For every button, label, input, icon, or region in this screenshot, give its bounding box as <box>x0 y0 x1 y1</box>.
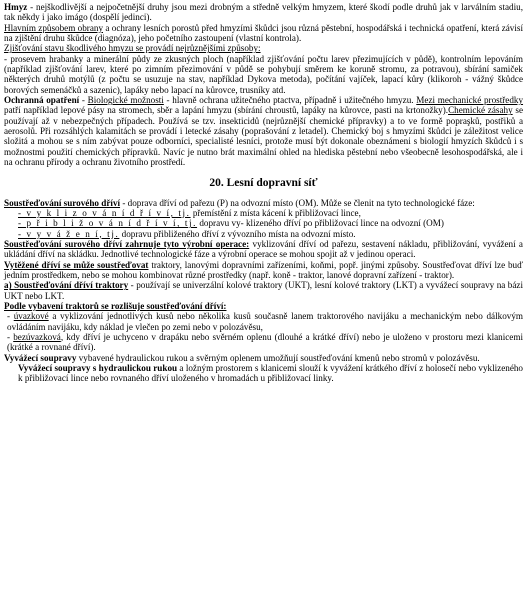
paragraph-podle <box>4 301 523 311</box>
phase-vyvazeni <box>4 229 523 239</box>
term-vytezene: Vytěžené dříví se může soustřeďovat <box>4 259 149 270</box>
section-heading: 20. Lesní dopravní síť <box>209 176 318 189</box>
text-uvazkove: a vyklizování jednotlivých kusů nebo několika kusů současně lanem traktorového navijáku a mechanickým nebo dálkovým ovládáním navijáku, kdy náklad je vlečen po zemi nebo v polozávěsu, <box>7 311 523 332</box>
term-vyvazeci: Vyvážecí soupravy <box>4 352 77 363</box>
term-phase3: - v y v á ž e n í, tj. <box>18 228 120 239</box>
text-phase3: dopravu přibliženého dříví z vývozního místa na odvozní místo. <box>119 228 356 239</box>
phase-priblizovani <box>4 218 523 228</box>
text-zjistovani-list: - prosevem hrabanky a minerální půdy ze zkusných ploch (například zjišťování počtu larev přezimujících v půdě), kontrolním lepováním (například zjišťování larev, které po zimním přezimování v půdě se pohybují směrem ke koruně stromu, za potravou), sbírání samiček některých druhů motýlů (z počtu se usuzuje na stav, například Dykova metoda), počítání vajíček, lapací kůry (klikoroh - vážný škůdce borových semenáčků a sazenic), lapáky nebo lapací na kůrovce, trusníky atd. <box>4 53 523 95</box>
phase-vyklizovani <box>4 208 523 218</box>
text-chemicke: se používají až v nebezpečných případech. Používá se tzv. insekticidů (nejrůznější chemické přípravky) a to ve formě popraşků, postřiků a aerosolů. Při rozsáhlých kalamitách se provádí i letecké zásahy (poprašování z letadel). Chemický boj s hmyzími škůdci je záležitost velice složitá a mohou se s ním zabývat pouze odborníci, specialisté lesníci, protože musí být dokonale obeznámeni s biologií hmyzích škůdců i s možnostmi použití chemických přípravků. Navíc je nutno brát maximální ohled na hlediska pěstební nebo všeobecně lesohospodářská, ale i na ochranu přírody a ochranu životního prostředí. <box>4 105 523 168</box>
term-traktory: a) Soustřeďování dříví traktory <box>4 280 129 291</box>
term-zahrnuje: Soustřeďování surového dříví zahrnuje tyto výrobní operace: <box>4 238 250 249</box>
text-mezi: patří například lepové pásy na stromech, sběr a lapání hmyzu (sbírání chroustů, lapáky na kůrovce, pasti na krtonožky). <box>4 105 449 116</box>
term-phase2: - p ř i b l i ž o v á n í d ř í v í, tj. <box>18 218 198 229</box>
text-hlavnim: a ochrany lesních porostů před hmyzími škůdci jsou různá pěstební, hospodářská i technická opatření, která závisí na zjištění druhu škůdce (diagnóza), jeho početního zastoupení (vlastní kontrola). <box>4 22 523 44</box>
term-podle: Podle vybavení traktorů se rozlišuje soustřeďování dříví: <box>4 300 227 311</box>
term-hmyz: Hmyz <box>4 2 28 12</box>
text-zahrnuje: vyklizování dříví od pařezu, sestavení nákladu, přibližování, vyvážení a ukládání dříví na skládku. Jednotlivé technologické fáze a výrobní operace se mohou spojit až v jedinou operaci. <box>4 238 523 260</box>
text-hydraulicka: a ložným prostorem s klanicemi slouží k vyvážení krátkého dříví z holosečí nebo vyklizeného k přibližovací lince nebo rovnaného dříví uloženého v hromadách u přibližovací linky. <box>18 363 523 384</box>
text-phase2: dopravu vy- klizeného dříví po přibližovací lince na odvozní (OM) <box>197 218 444 229</box>
label-chemicke: Chemické zásahy <box>448 105 513 116</box>
paragraph-obrana <box>4 23 523 44</box>
paragraph-hmyz <box>4 2 523 23</box>
term-phase1: - v y k l i z o v á n í d ř í v í, tj. <box>18 207 191 218</box>
term-zjistovani: Zjišťování stavu škodlivého hmyzu se provádí nejrůznějšími způsoby: <box>4 43 261 54</box>
text-phase1: přemístění z místa kácení k přibližovací lince, <box>190 207 361 218</box>
text-hmyz: - nejškodlivější a nejpočetnější druhy jsou mezi drobným a středně velkým hmyzem, které škodí podle druhů jak v larválním stadiu, tak někdy i jako imágo (dospělí jedinci). <box>4 2 523 23</box>
paragraph-traktory <box>4 280 523 301</box>
label-biologicke: Biologické možnosti <box>87 95 164 106</box>
paragraph-ochranna: Ochranná opatření - Biologické možnosti - hlavně ochrana užitečného ptactva, případně i užitečného hmyzu. Mezi mechanické prostředky patří například lepové pásy na stromech, sběr a lapání hmyzu (sbírání chroustů, lapáky na kůrovce, pasti na krtonožky).Chemické zásahy se používají až v nebezpečných případech. Používá se tzv. insekticidů (nejrůznější chemické přípravky) a to ve formě popraşků, postřiků a aerosolů. Při rozsáhlých kalamitách se provádí i letecké zásahy (poprašování z letadel). Chemický boj s hmyzími škůdci je záležitost velice složitá a mohou se s ním zabývat pouze odborníci, specialisté lesníci, protože musí být dokonale obeznámeni s biologií hmyzích škůdců i s možnostmi použití chemických přípravků. Navíc je nutno brát maximální ohled na hlediska pěstební nebo všeobecně lesohospodářská, ale i na ochranu přírody a ochranu životního prostředí. <box>4 95 524 168</box>
text-biologicke: - hlavně ochrana užitečného ptactva, případně i užitečného hmyzu. <box>163 95 414 106</box>
text-soustredovani: - doprava dříví od pařezu (P) na odvozní místo (OM). Může se členit na tyto technologické fáze: <box>120 197 475 208</box>
term-ochranna: Ochranná opatření <box>4 95 80 106</box>
term-soustredovani: Soustřeďování surového dříví <box>4 197 121 208</box>
paragraph-zahrnuje <box>4 239 523 260</box>
text-vyvazeci: vybavené hydraulickou rukou a svěrným oplenem umožňují soustřeďování kmenů nebo stromů v polozávěsu. <box>76 352 480 363</box>
label-uvazkove: úvazkové <box>13 311 49 322</box>
paragraph-soustredovani <box>4 198 523 208</box>
text-traktory: - používají se univerzální kolové traktory (UKT), lesní kolové traktory (LKT) a vyvážecí soupravy na bázi UKT nebo LKT. <box>4 280 523 301</box>
paragraph-uvazkove: - úvazkové a vyklizování jednotlivých kusů nebo několika kusů současně lanem traktorového navijáku a mechanickým nebo dálkovým ovládáním navijáku, kdy náklad je vlečen po zemi nebo v polozávěsu, <box>7 311 523 332</box>
paragraph-vyvazeci <box>4 353 523 363</box>
text-vytezene: traktory, lanovými dopravními zařízeními, koňmi, popř. jinými způsoby. Soustřeďovat dříví lze buď jedním prostředkem, nebo se mohou kombinovat různé prostředky (např. koně - traktor, lanové dopravní zařízení - traktor). <box>4 259 523 280</box>
paragraph-zjistovani-heading <box>4 43 523 53</box>
term-hlavnim: Hlavním způsobem obrany <box>4 22 104 33</box>
term-hydraulicka: Vyvážecí soupravy s hydraulickou rukou <box>18 363 178 373</box>
paragraph-hydraulicka <box>4 363 523 384</box>
paragraph-bezuvazkova: - bezúvazková, kdy dříví je uchyceno v drapáku nebo svěrném oplenu (dlouhé a krátké dříví) nebo je uloženo v prostoru mezi klanicemi (krátké a rovnané dříví). <box>7 331 523 353</box>
paragraph-zjistovani-list <box>4 54 523 95</box>
paragraph-vytezene <box>4 260 523 281</box>
label-mezi: Mezi mechanické prostředky <box>416 95 524 106</box>
text-bezuvazkova: , kdy dříví je uchyceno v drapáku nebo svěrném oplenu (dlouhé a krátké dříví) nebo je uloženo v prostoru mezi klanicemi (krátké a rovnané dříví). <box>7 331 523 353</box>
label-bezuvazkova: bezúvazková <box>13 331 61 342</box>
